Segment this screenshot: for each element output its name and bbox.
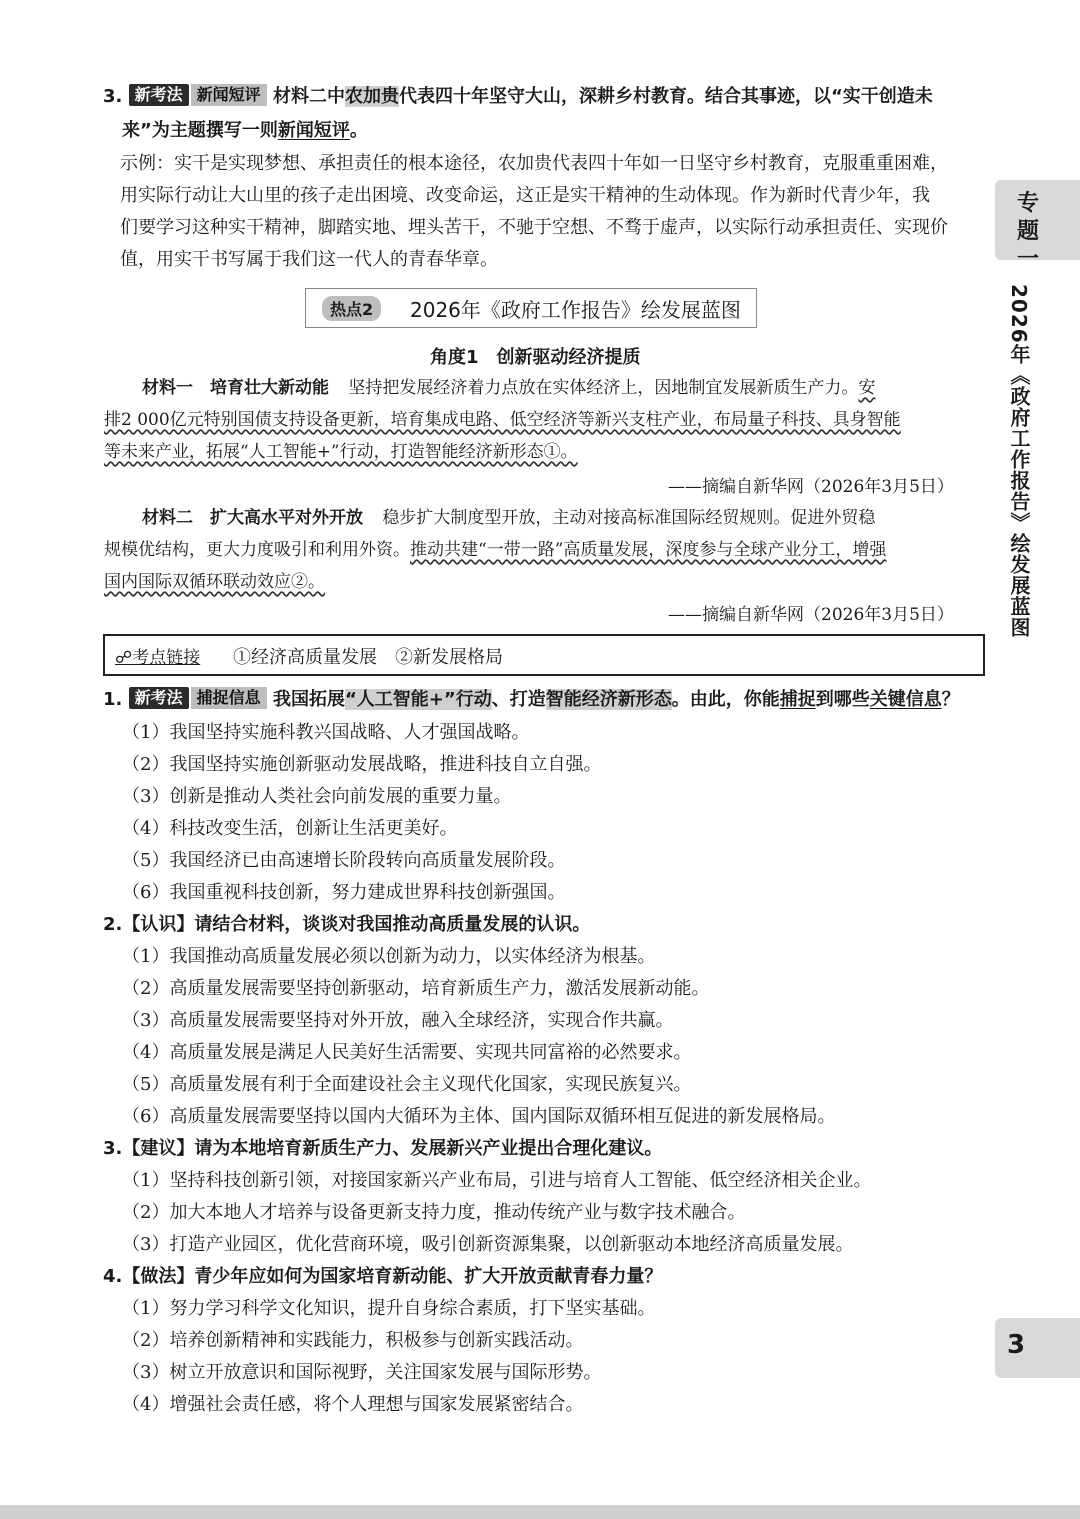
q2-item-2: （2）高质量发展需要坚持创新驱动，培育新质生产力，激活发展新动能。 (122, 978, 710, 999)
material-2-source: ——摘编自新华网（2026年3月5日） (668, 605, 954, 625)
material-1-line-3: 等未来产业，拓展“人工智能+”行动，打造智能经济新形态①。 (104, 442, 578, 462)
example-line-4: 值，用实干书写属于我们这一代人的青春华章。 (120, 249, 498, 270)
material-1-source: ——摘编自新华网（2026年3月5日） (668, 477, 954, 497)
question-3-news-review: 3. 新考法 新闻短评 材料二中农加贵代表四十年坚守大山，深耕乡村教育。结合其事迹，以“实干创造未 (103, 85, 933, 107)
q4-title: 4.【做法】青少年应如何为国家培育新动能、扩大开放贡献青春力量？ (103, 1266, 663, 1287)
material-2-heading: 材料二 扩大高水平对外开放 (142, 508, 363, 528)
hotspot-label: 热点2 (322, 296, 381, 321)
kaodian-box (103, 634, 985, 676)
q3-item-1: （1）坚持科技创新引领，对接国家新兴产业布局，引进与培育人工智能、低空经济相关企业。 (122, 1170, 872, 1191)
q4-item-2: （2）培养创新精神和实践能力，积极参与创新实践活动。 (122, 1330, 584, 1351)
q2-item-4: （4）高质量发展是满足人民美好生活需要、实现共同富裕的必然要求。 (122, 1042, 692, 1063)
q4-item-1: （1）努力学习科学文化知识，提升自身综合素质，打下坚实基础。 (122, 1298, 656, 1319)
question-3-line2: 来”为主题撰写一则新闻短评。 (122, 120, 368, 141)
capture-info-tag: 捕捉信息 (191, 687, 267, 709)
q2-item-3: （3）高质量发展需要坚持对外开放，融入全球经济，实现合作共赢。 (122, 1010, 674, 1031)
example-line-1: 示例：实干是实现梦想、承担责任的根本途径，农加贵代表四十年如一日坚守乡村教育，克服重重困难， (120, 153, 948, 174)
q4-item-3: （3）树立开放意识和国际视野，关注国家发展与国际形势。 (122, 1362, 602, 1383)
q3-item-3: （3）打造产业园区，优化营商环境，吸引创新资源集聚，以创新驱动本地经济高质量发展。 (122, 1234, 854, 1255)
link-icon: ☍ (115, 648, 133, 668)
q3-title: 3.【建议】请为本地培育新质生产力、发展新兴产业提出合理化建议。 (103, 1138, 663, 1159)
kaodian-items: ①经济高质量发展 ②新发展格局 (233, 647, 503, 668)
angle-heading: 角度1 创新驱动经济提质 (430, 347, 641, 368)
q1-item-5: （5）我国经济已由高速增长阶段转向高质量发展阶段。 (122, 850, 566, 871)
q4-item-4: （4）增强社会责任感，将个人理想与国家发展紧密结合。 (122, 1394, 584, 1415)
q1-item-2: （2）我国坚持实施创新驱动发展战略，推进科技自立自强。 (122, 754, 602, 775)
material-1-heading: 材料一 培育壮大新动能 (142, 378, 329, 398)
page-number-tab (995, 1318, 1080, 1378)
hotspot-title: 2026年《政府工作报告》绘发展蓝图 (410, 298, 741, 322)
q3-item-2: （2）加大本地人才培养与设备更新支持力度，推动传统产业与数字技术融合。 (122, 1202, 746, 1223)
q2-item-6: （6）高质量发展需要坚持以国内大循环为主体、国内国际双循环相互促进的新发展格局。 (122, 1106, 836, 1127)
q1-item-1: （1）我国坚持实施科教兴国战略、人才强国战略。 (122, 722, 530, 743)
topic-side-tab (995, 180, 1080, 272)
bottom-edge-bar (0, 1505, 1080, 1519)
material-2-line-1: 材料二 扩大高水平对外开放 稳步扩大制度型开放，主动对接高标准国际经贸规则。促进外贸稳 (142, 508, 876, 528)
page-number: 3 (1007, 1330, 1026, 1360)
material-2-line-3: 国内国际双循环联动效应②。 (104, 572, 325, 592)
material-2-line-2: 规模优结构，更大力度吸引和利用外资。推动共建“一带一路”高质量发展，深度参与全球产业分工，增强 (104, 540, 887, 560)
kaodian-label: ☍考点链接 (115, 648, 201, 668)
q1-item-3: （3）创新是推动人类社会向前发展的重要力量。 (122, 786, 512, 807)
new-exam-tag: 新考法 (129, 84, 189, 106)
side-running-title: 2026年《政府工作报告》绘发展蓝图 (1007, 284, 1031, 638)
q2-item-5: （5）高质量发展有利于全面建设社会主义现代化国家，实现民族复兴。 (122, 1074, 692, 1095)
new-exam-tag: 新考法 (129, 687, 189, 709)
q1-title: 1. 新考法 捕捉信息 我国拓展“人工智能+”行动、打造智能经济新形态。由此，你能捕捉到哪些关键信息？ (103, 688, 960, 710)
material-1-line-2: 排2 000亿元特别国债支持设备更新，培育集成电路、低空经济等新兴支柱产业，布局量子科技、具身智能 (104, 410, 901, 430)
material-1-line-1: 材料一 培育壮大新动能 坚持把发展经济着力点放在实体经济上，因地制宜发展新质生产力。安 (142, 378, 876, 398)
q1-item-6: （6）我国重视科技创新，努力建成世界科技创新强国。 (122, 882, 566, 903)
q2-item-1: （1）我国推动高质量发展必须以创新为动力，以实体经济为根基。 (122, 946, 656, 967)
q2-title: 2.【认识】请结合材料，谈谈对我国推动高质量发展的认识。 (103, 914, 591, 935)
hotspot-header-box (305, 288, 757, 328)
example-line-2: 用实际行动让大山里的孩子走出困境、改变命运，这正是实干精神的生动体现。作为新时代青少年，我 (120, 185, 930, 206)
topic-label: 专题一 (1017, 191, 1040, 272)
news-review-tag: 新闻短评 (191, 84, 267, 106)
example-line-3: 们要学习这种实干精神，脚踏实地、埋头苦干，不驰于空想、不骛于虚声，以实际行动承担责任、实现价 (120, 217, 948, 238)
q1-item-4: （4）科技改变生活，创新让生活更美好。 (122, 818, 458, 839)
